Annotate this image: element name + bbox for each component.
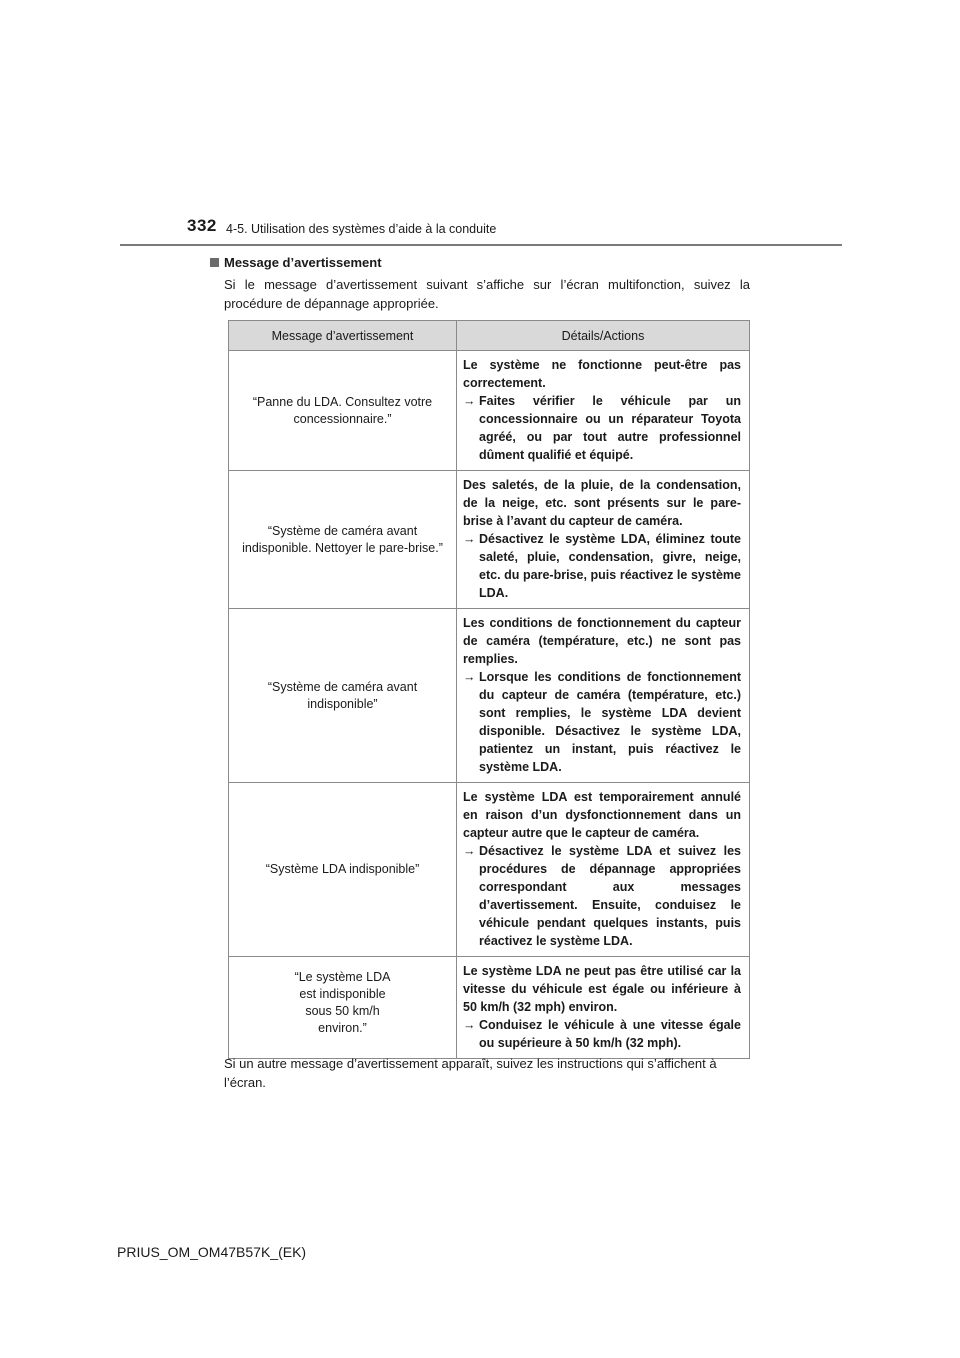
arrow-right-icon: →	[463, 1018, 476, 1032]
detail-action	[463, 668, 741, 776]
table-row	[229, 471, 750, 609]
detail-description: Le système LDA est temporairement annulé en raison d’un dysfonctionnement dans un capteur autre que le capteur de caméra.	[463, 790, 741, 840]
detail-action	[463, 1016, 741, 1052]
footer-note: Si un autre message d’avertissement apparaît, suivez les instructions qui s’affichent à l’écran.	[224, 1056, 717, 1090]
details-cell	[457, 471, 750, 609]
detail-description: Le système LDA ne peut pas être utilisé car la vitesse du véhicule est égale ou inférieure à 50 km/h (32 mph) environ.	[463, 964, 741, 1014]
chapter-title: 4-5. Utilisation des systèmes d’aide à la conduite	[226, 222, 497, 236]
table-row	[229, 351, 750, 471]
table-header-row	[229, 321, 750, 351]
header-divider	[120, 244, 842, 246]
warning-message-cell: “Le système LDA est indisponible sous 50 km/h environ.”	[229, 957, 457, 1059]
warning-message-section	[210, 255, 750, 313]
action-text: Conduisez le véhicule à une vitesse égale ou supérieure à 50 km/h (32 mph).	[479, 1018, 741, 1050]
arrow-right-icon: →	[463, 844, 476, 858]
details-cell	[457, 351, 750, 471]
table-row	[229, 783, 750, 957]
section-heading	[210, 255, 750, 270]
section-heading-text: Message d’avertissement	[224, 255, 382, 270]
details-cell	[457, 957, 750, 1059]
warning-message-cell: “Système LDA indisponible”	[229, 783, 457, 957]
warning-message-cell: “Système de caméra avant indisponible”	[229, 609, 457, 783]
arrow-right-icon: →	[463, 532, 476, 546]
detail-action	[463, 842, 741, 950]
column-header-message: Message d’avertissement	[229, 321, 457, 351]
action-text: Faites vérifier le véhicule par un concessionnaire ou un réparateur Toyota agréé, ou par tout autre professionnel dûment qualifié et équipé.	[479, 394, 741, 462]
section-intro: Si le message d’avertissement suivant s’affiche sur l’écran multifonction, suivez la procédure de dépannage appropriée.	[224, 277, 750, 311]
detail-description: Les conditions de fonctionnement du capteur de caméra (température, etc.) ne sont pas remplies.	[463, 616, 741, 666]
document-code: PRIUS_OM_OM47B57K_(EK)	[117, 1244, 307, 1260]
page-number: 332	[187, 216, 217, 235]
arrow-right-icon: →	[463, 670, 476, 684]
action-text: Lorsque les conditions de fonctionnement du capteur de caméra (température, etc.) sont remplies, le système LDA devient disponible. Désactivez le système LDA, patientez un instant, puis réactivez le système LDA.	[479, 670, 741, 774]
warning-messages-table	[228, 320, 750, 1059]
arrow-right-icon: →	[463, 394, 476, 408]
table-row	[229, 609, 750, 783]
square-bullet-icon	[210, 258, 219, 267]
warning-message-cell: “Panne du LDA. Consultez votre concessionnaire.”	[229, 351, 457, 471]
warning-message-cell: “Système de caméra avant indisponible. Nettoyer le pare-brise.”	[229, 471, 457, 609]
action-text: Désactivez le système LDA, éliminez toute saleté, pluie, condensation, givre, neige, etc. du pare-brise, puis réactivez le système LDA.	[479, 532, 741, 600]
detail-description: Le système ne fonctionne peut-être pas correctement.	[463, 358, 741, 390]
detail-action	[463, 392, 741, 464]
column-header-details: Détails/Actions	[457, 321, 750, 351]
table-row	[229, 957, 750, 1059]
details-cell	[457, 609, 750, 783]
detail-description: Des saletés, de la pluie, de la condensation, de la neige, etc. sont présents sur le pare-brise à l’avant du capteur de caméra.	[463, 478, 741, 528]
detail-action	[463, 530, 741, 602]
details-cell	[457, 783, 750, 957]
action-text: Désactivez le système LDA et suivez les procédures de dépannage appropriées correspondant aux messages d’avertissement. Ensuite, conduisez le véhicule pendant quelques instants, puis réactivez le système LDA.	[479, 844, 741, 948]
